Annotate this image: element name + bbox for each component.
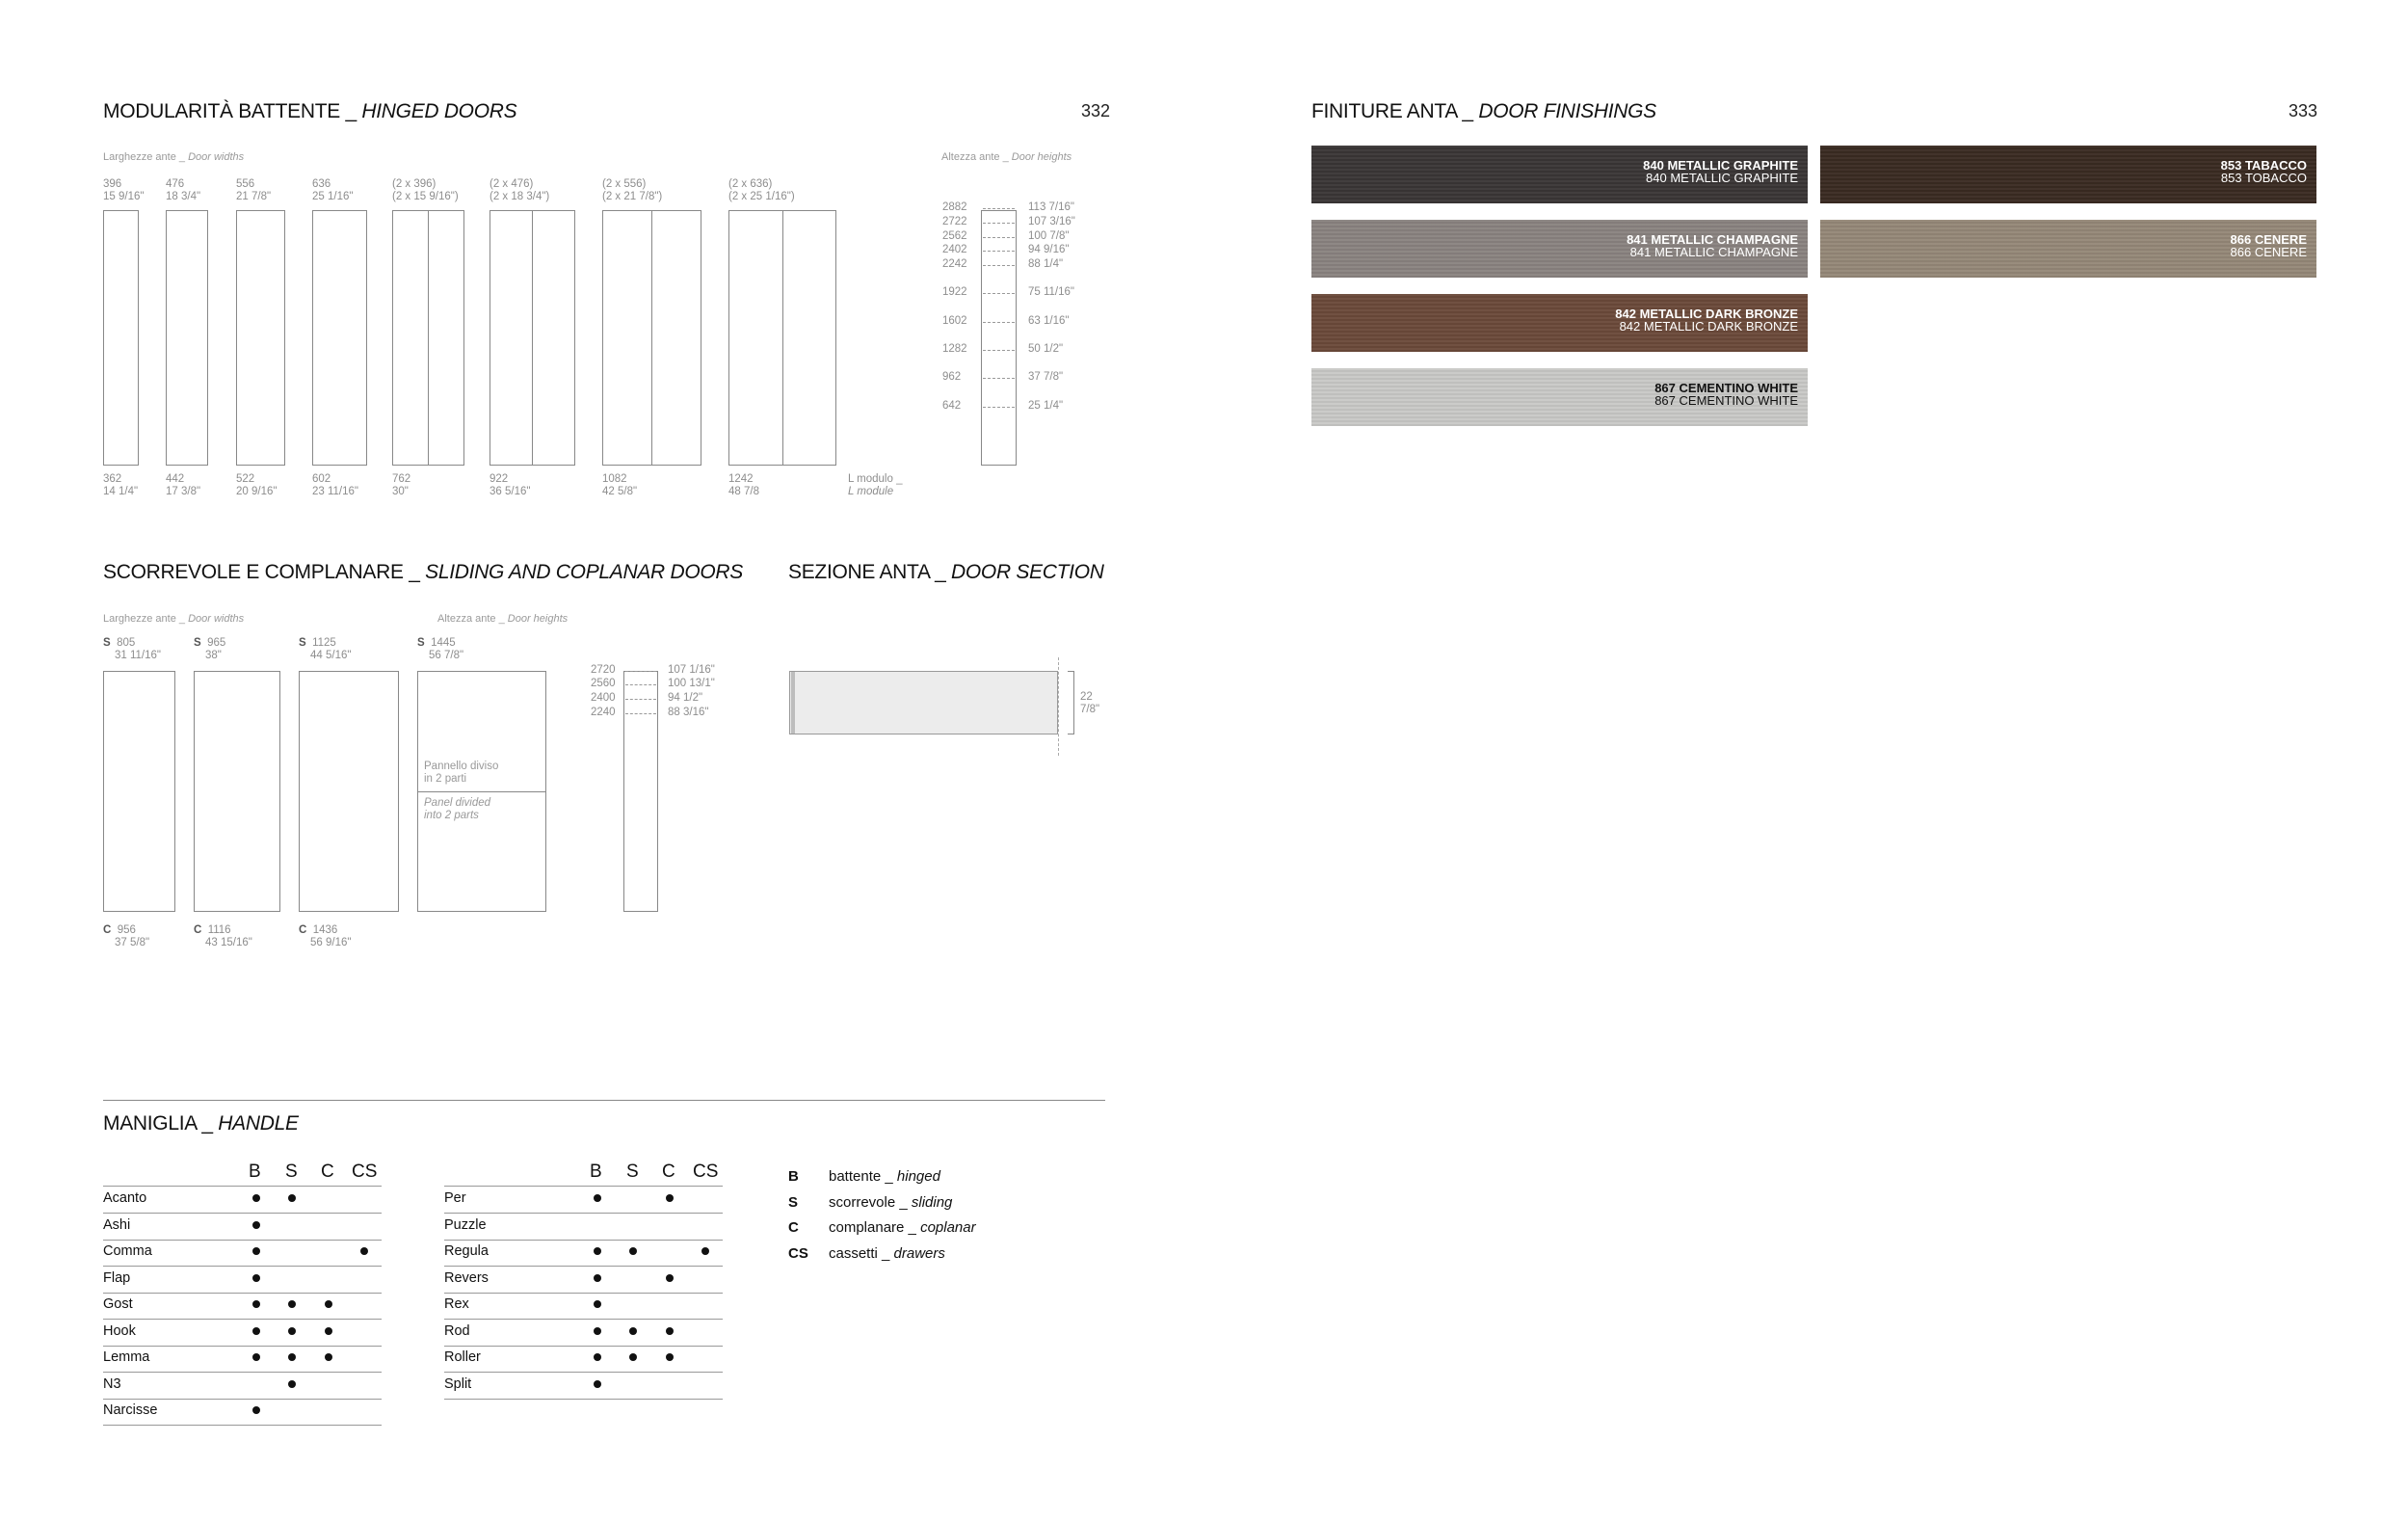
section-thickness-label: 22 7/8"	[1080, 691, 1100, 715]
table-row	[103, 1346, 382, 1373]
table-row	[103, 1293, 382, 1320]
table-row	[103, 1214, 382, 1241]
hinged-door-bottom-label: 1082 42 5/8"	[602, 473, 638, 497]
height-mm: 2882	[942, 201, 967, 213]
column-header-s: S	[285, 1162, 298, 1182]
hinged-door-top-label: 396 15 9/16"	[103, 178, 145, 202]
handle-name: Comma	[103, 1243, 152, 1259]
table-header-row	[444, 1162, 723, 1187]
hinged-door-single	[312, 210, 367, 466]
availability-dot	[360, 1247, 368, 1255]
handle-name: Acanto	[103, 1190, 147, 1206]
availability-dot	[325, 1300, 332, 1308]
table-row	[444, 1267, 723, 1294]
sliding-door	[299, 671, 399, 912]
height-in: 94 9/16"	[1028, 244, 1070, 255]
finish-name-en: 853 TOBACCO	[2220, 171, 2307, 185]
hinged-door-top-label: (2 x 476) (2 x 18 3/4")	[490, 178, 550, 202]
hinged-door-single	[236, 210, 285, 466]
sliding-height-scale-panel	[623, 671, 658, 912]
table-header-row	[103, 1162, 382, 1187]
finish-swatch	[1820, 220, 2316, 278]
sliding-door-divided	[417, 671, 546, 912]
height-in: 88 3/16"	[668, 707, 709, 718]
availability-dot	[666, 1194, 674, 1202]
hinged-door-double	[728, 210, 836, 466]
handle-name: Split	[444, 1375, 472, 1392]
availability-dot	[629, 1247, 637, 1255]
legend-item: S scorrevole _ sliding	[788, 1193, 953, 1211]
height-mm: 2242	[942, 258, 967, 270]
height-in: 107 1/16"	[668, 664, 715, 676]
legend-item: CS cassetti _ drawers	[788, 1244, 945, 1262]
hinged-door-double	[490, 210, 575, 466]
finish-name: 866 CENERE	[2230, 232, 2307, 247]
sliding-width-label: S 1445 56 7/8"	[417, 637, 464, 661]
finish-swatch	[1820, 146, 2316, 203]
availability-dot	[666, 1353, 674, 1361]
finish-name-en: 866 CENERE	[2230, 245, 2307, 259]
sliding-door	[194, 671, 280, 912]
hinged-doors-title	[103, 100, 516, 123]
hinged-door-bottom-label: 762 30"	[392, 473, 411, 497]
column-header-b: B	[590, 1162, 602, 1182]
legend-item: B battente _ hinged	[788, 1168, 940, 1185]
door-finishings-title: FINITURE ANTA _ DOOR FINISHINGS	[1311, 100, 1656, 122]
handle-name: Puzzle	[444, 1216, 487, 1233]
column-header-c: C	[321, 1162, 334, 1182]
availability-dot	[594, 1380, 601, 1388]
hinged-door-single	[103, 210, 139, 466]
availability-dot	[594, 1353, 601, 1361]
handle-name: Gost	[103, 1296, 133, 1312]
sliding-width-label: S 965 38"	[194, 637, 226, 661]
finish-swatch	[1311, 368, 1808, 426]
hinged-title-en: HINGED DOORS	[361, 100, 517, 122]
handle-name: Lemma	[103, 1349, 150, 1365]
page-number-right: 333	[2289, 101, 2318, 120]
hinged-door-double	[602, 210, 701, 466]
availability-dot	[325, 1353, 332, 1361]
finish-swatch	[1311, 146, 1808, 203]
section-dashed-line	[1058, 657, 1059, 756]
height-mm: 2240	[591, 707, 616, 718]
hinged-heights-caption: Altezza ante _ Door heights	[941, 151, 1072, 163]
handle-name: Hook	[103, 1322, 136, 1339]
height-in: 100 7/8"	[1028, 230, 1070, 242]
column-header-c: C	[662, 1162, 675, 1182]
hinged-widths-caption: Larghezze ante _ Door widths	[103, 151, 245, 163]
height-in: 88 1/4"	[1028, 258, 1064, 270]
table-row	[103, 1240, 382, 1267]
table-row	[444, 1214, 723, 1241]
availability-dot	[594, 1327, 601, 1335]
sliding-width-label: S 1125 44 5/16"	[299, 637, 352, 661]
height-in: 25 1/4"	[1028, 400, 1064, 412]
hinged-door-bottom-label: 522 20 9/16"	[236, 473, 278, 497]
handle-name: Roller	[444, 1349, 481, 1365]
sliding-width-label: S 805 31 11/16"	[103, 637, 161, 661]
availability-dot	[252, 1300, 260, 1308]
finish-name-en: 841 METALLIC CHAMPAGNE	[1629, 245, 1798, 259]
height-in: 37 7/8"	[1028, 371, 1064, 383]
column-header-cs: CS	[693, 1162, 719, 1182]
coplanar-width-label: C 1116 43 15/16"	[194, 924, 252, 948]
availability-dot	[594, 1300, 601, 1308]
height-mm: 642	[942, 400, 962, 412]
hinged-door-top-label: 476 18 3/4"	[166, 178, 201, 202]
height-in: 100 13/1"	[668, 678, 715, 689]
availability-dot	[594, 1274, 601, 1282]
height-in: 75 11/16"	[1028, 286, 1074, 298]
handle-name: Rex	[444, 1296, 469, 1312]
sliding-widths-caption: Larghezze ante _ Door widths	[103, 613, 245, 625]
handle-legend	[788, 1164, 976, 1267]
availability-dot	[288, 1380, 296, 1388]
table-row	[103, 1267, 382, 1294]
door-section-profile	[789, 671, 1058, 734]
height-mm: 2722	[942, 216, 967, 227]
finish-name-en: 867 CEMENTINO WHITE	[1654, 393, 1798, 408]
height-scale-panel	[981, 210, 1017, 466]
sliding-doors-title: SCORREVOLE E COMPLANARE _ SLIDING AND COPLANAR DOORS	[103, 561, 743, 583]
table-row	[103, 1373, 382, 1400]
hinged-door-bottom-label: 442 17 3/8"	[166, 473, 201, 497]
hinged-door-bottom-label: 1242 48 7/8	[728, 473, 759, 497]
height-mm: 962	[942, 371, 962, 383]
coplanar-width-label: C 956 37 5/8"	[103, 924, 150, 948]
height-in: 94 1/2"	[668, 692, 703, 704]
table-row	[444, 1293, 723, 1320]
table-row	[444, 1187, 723, 1214]
panel-note-en: Panel divided into 2 parts	[424, 797, 491, 821]
table-row	[103, 1399, 382, 1426]
column-header-b: B	[249, 1162, 261, 1182]
handle-name: Ashi	[103, 1216, 131, 1233]
height-mm: 2562	[942, 230, 967, 242]
table-row	[444, 1373, 723, 1400]
finish-swatch	[1311, 220, 1808, 278]
handle-name: Regula	[444, 1243, 489, 1259]
availability-dot	[701, 1247, 709, 1255]
hinged-door-single	[166, 210, 208, 466]
legend-item: C complanare _ coplanar	[788, 1219, 976, 1236]
hinged-door-double	[392, 210, 464, 466]
handle-name: Narcisse	[103, 1402, 158, 1418]
column-header-cs: CS	[352, 1162, 378, 1182]
height-in: 107 3/16"	[1028, 216, 1075, 227]
availability-dot	[288, 1327, 296, 1335]
height-mm: 2400	[591, 692, 616, 704]
availability-dot	[666, 1274, 674, 1282]
handle-table-2	[444, 1162, 723, 1392]
height-in: 63 1/16"	[1028, 315, 1070, 327]
availability-dot	[629, 1353, 637, 1361]
finish-name-en: 840 METALLIC GRAPHITE	[1646, 171, 1798, 185]
hinged-door-top-label: (2 x 636) (2 x 25 1/16")	[728, 178, 795, 202]
panel-note-it: Pannello diviso in 2 parti	[424, 761, 499, 785]
handle-name: Revers	[444, 1269, 489, 1286]
finish-swatch	[1311, 294, 1808, 352]
table-row	[444, 1346, 723, 1373]
finish-name: 853 TABACCO	[2220, 158, 2307, 173]
availability-dot	[252, 1221, 260, 1229]
sliding-door	[103, 671, 175, 912]
availability-dot	[252, 1406, 260, 1414]
hinged-door-top-label: 556 21 7/8"	[236, 178, 272, 202]
hinged-door-top-label: (2 x 396) (2 x 15 9/16")	[392, 178, 459, 202]
availability-dot	[666, 1327, 674, 1335]
coplanar-width-label: C 1436 56 9/16"	[299, 924, 352, 948]
hinged-door-bottom-label: 362 14 1/4"	[103, 473, 139, 497]
page-number-left: 332	[1081, 101, 1111, 120]
finish-name-en: 842 METALLIC DARK BRONZE	[1619, 319, 1798, 334]
handle-name: Per	[444, 1190, 466, 1206]
hinged-door-bottom-label: 922 36 5/16"	[490, 473, 531, 497]
availability-dot	[325, 1327, 332, 1335]
hinged-door-top-label: (2 x 556) (2 x 21 7/8")	[602, 178, 663, 202]
sliding-heights-caption: Altezza ante _ Door heights	[437, 613, 569, 625]
hinged-door-top-label: 636 25 1/16"	[312, 178, 354, 202]
table-row	[103, 1320, 382, 1347]
height-mm: 1282	[942, 343, 967, 355]
handle-name: Flap	[103, 1269, 131, 1286]
availability-dot	[252, 1274, 260, 1282]
availability-dot	[252, 1327, 260, 1335]
availability-dot	[288, 1353, 296, 1361]
height-mm: 2560	[591, 678, 616, 689]
availability-dot	[252, 1353, 260, 1361]
handle-name: Rod	[444, 1322, 470, 1339]
finish-name: 840 METALLIC GRAPHITE	[1643, 158, 1798, 173]
availability-dot	[594, 1247, 601, 1255]
handle-title: MANIGLIA _ HANDLE	[103, 1112, 299, 1135]
handle-table-1	[103, 1162, 382, 1418]
finish-name: 842 METALLIC DARK BRONZE	[1615, 307, 1798, 321]
height-mm: 1602	[942, 315, 967, 327]
column-header-s: S	[626, 1162, 639, 1182]
availability-dot	[252, 1247, 260, 1255]
height-in: 113 7/16"	[1028, 201, 1074, 213]
module-label: L modulo _ L module	[848, 473, 903, 497]
availability-dot	[629, 1327, 637, 1335]
table-row	[444, 1320, 723, 1347]
availability-dot	[594, 1194, 601, 1202]
finish-name: 867 CEMENTINO WHITE	[1654, 381, 1798, 395]
height-mm: 2402	[942, 244, 967, 255]
height-in: 50 1/2"	[1028, 343, 1064, 355]
table-row	[444, 1240, 723, 1267]
section-divider	[103, 1100, 1105, 1101]
height-mm: 2720	[591, 664, 616, 676]
handle-name: N3	[103, 1375, 121, 1392]
door-section-title: SEZIONE ANTA _ DOOR SECTION	[788, 561, 1104, 583]
height-mm: 1922	[942, 286, 967, 298]
hinged-door-bottom-label: 602 23 11/16"	[312, 473, 358, 497]
availability-dot	[252, 1194, 260, 1202]
finish-name: 841 METALLIC CHAMPAGNE	[1627, 232, 1798, 247]
hinged-title-it: MODULARITÀ BATTENTE _	[103, 100, 357, 122]
table-row	[103, 1187, 382, 1214]
section-thickness-bracket	[1068, 671, 1074, 734]
availability-dot	[288, 1194, 296, 1202]
availability-dot	[288, 1300, 296, 1308]
